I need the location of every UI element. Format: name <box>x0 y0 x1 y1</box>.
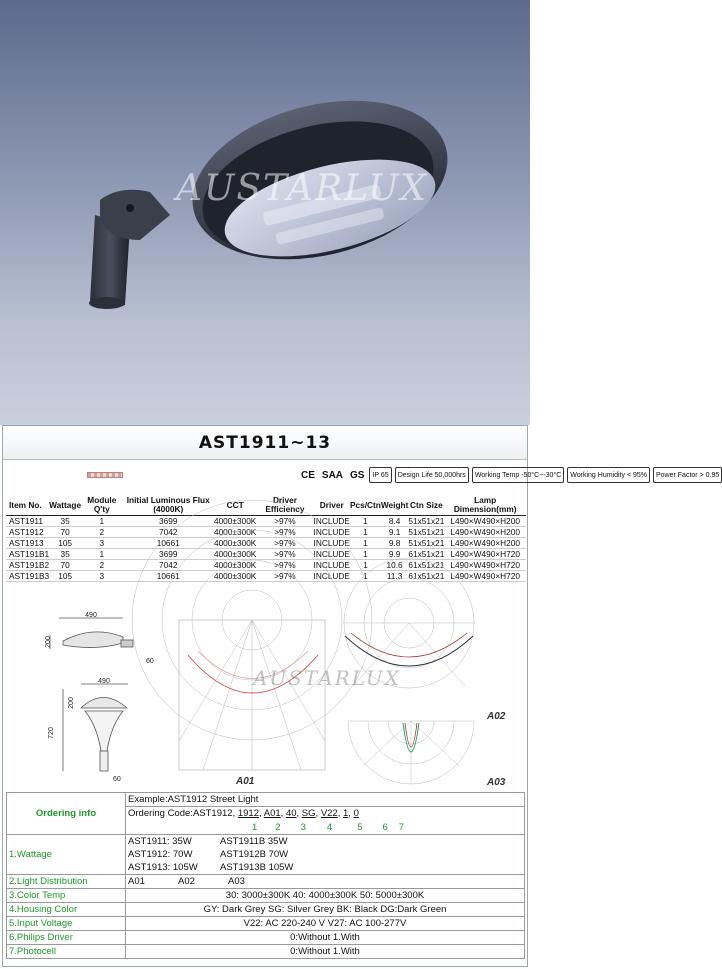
spec-cell: 2 <box>81 527 122 538</box>
photocell-row <box>7 945 525 959</box>
ordering-code-number: 6 <box>382 821 388 833</box>
spec-cell: 105 <box>49 571 81 582</box>
spec-cell: INCLUDE <box>313 571 350 581</box>
ordering-table <box>6 792 525 959</box>
spec-cell: 70 <box>49 527 81 538</box>
spec-cell: AST191B3 <box>6 571 49 582</box>
spec-cell: 10.6 <box>381 560 409 571</box>
spec-cell: 10661 <box>123 571 214 582</box>
humidity-icon: Working Humidity < 95% <box>567 467 650 483</box>
ordering-code-part: 1912 <box>237 808 259 820</box>
spec-cell: AST191B2 <box>6 560 49 571</box>
polar-diagram-a03 <box>348 721 474 784</box>
drawing-watermark: AUSTARLUX <box>253 666 402 690</box>
product-photo <box>0 0 530 425</box>
spec-cell: 61x51x21 <box>408 571 445 581</box>
ordering-info-label: Ordering info <box>7 793 126 835</box>
spec-cell: 7042 <box>123 527 214 538</box>
label-a02: A02 <box>487 711 506 722</box>
spec-cell: 8.4 <box>381 516 409 527</box>
spec-cell: 3699 <box>123 549 214 560</box>
ordering-code-part: V22 <box>320 808 338 820</box>
product-title: AST1911~13 <box>3 426 527 460</box>
spec-cell: INCLUDE <box>313 560 350 570</box>
spec-cell: 9.1 <box>381 527 409 538</box>
spec-cell: >97% <box>256 527 313 538</box>
spec-header-cell: CCT <box>214 495 256 516</box>
dim-top-width: 490 <box>85 612 97 619</box>
housing-color-label: 4.Housing Color <box>7 903 126 917</box>
certification-row <box>3 464 720 486</box>
spec-row <box>6 571 526 582</box>
spec-header-cell: Initial Luminous Flux (4000K) <box>123 495 214 516</box>
philips-driver-value: 0:Without 1.With <box>126 931 525 945</box>
spec-row <box>6 527 526 538</box>
spec-cell: L490×W490×H720 <box>444 560 526 571</box>
light-distribution-values <box>126 875 525 889</box>
spec-cell: 61x51x21 <box>408 549 445 559</box>
spec-cell: AST1911 <box>6 516 49 527</box>
spec-cell: 4000±300K <box>213 516 257 526</box>
housing-color-value: GY: Dark Grey SG: Silver Grey BK: Black DG:Dark Green <box>126 903 525 917</box>
wattage-row <box>7 835 525 875</box>
spec-cell: L490×W490×H720 <box>444 571 526 582</box>
spec-cell: L490×W490×H200 <box>444 527 526 538</box>
spec-cell: >97% <box>256 560 313 571</box>
wattage-item: AST1911: 35W <box>128 836 192 847</box>
ordering-code-part: 0 <box>353 808 359 820</box>
spec-cell: 7042 <box>123 560 214 571</box>
spec-cell: >97% <box>256 516 313 527</box>
spec-cell: 1 <box>350 571 381 582</box>
dim-bottom-pole: 60 <box>113 776 121 783</box>
spec-cell: AST1913 <box>6 538 49 549</box>
ip65-icon: IP 65 <box>369 467 391 483</box>
spec-cell: 4000±300K <box>213 571 257 581</box>
spec-cell: 105 <box>49 538 81 549</box>
spec-header-cell: Weight <box>381 495 409 516</box>
ordering-code-part: 1 <box>343 808 349 820</box>
spec-cell: 70 <box>49 560 81 571</box>
ordering-code-number: 4 <box>326 821 333 833</box>
spec-cell: L490×W490×H720 <box>444 549 526 560</box>
spec-header-cell: Driver Efficiency <box>256 495 313 516</box>
street-light-illustration <box>0 0 530 425</box>
light-distribution-row <box>7 875 525 889</box>
light-distribution-item: A03 <box>228 876 245 887</box>
wattage-item: AST1913: 105W <box>128 862 198 873</box>
philips-driver-label: 6.Philips Driver <box>7 931 126 945</box>
spec-cell: 3 <box>81 571 122 582</box>
spec-header-cell: Pcs/Ctn <box>350 495 381 516</box>
spec-header-cell: Ctn Size <box>408 495 444 516</box>
spec-cell: L490×W490×H200 <box>444 516 526 527</box>
wattage-item: AST1913B 105W <box>220 862 294 873</box>
spec-cell: AST191B1 <box>6 549 49 560</box>
input-voltage-label: 5.Input Voltage <box>7 917 126 931</box>
saa-mark-icon: SAA <box>321 469 344 481</box>
spec-header-cell: Module Q'ty <box>81 495 122 516</box>
dim-top-height: 200 <box>45 636 52 648</box>
spec-table <box>6 495 526 582</box>
spec-cell: 4000±300K <box>213 527 257 537</box>
spec-header-cell: Lamp Dimension(mm) <box>444 495 526 516</box>
spec-cell: 61x51x21 <box>408 560 445 570</box>
spec-header-cell: Wattage <box>49 495 81 516</box>
technical-drawings <box>3 611 527 789</box>
wattage-label: 1.Wattage <box>7 835 126 875</box>
wattage-item: AST1912: 70W <box>128 849 193 860</box>
spec-row <box>6 560 526 571</box>
front-view-drawing <box>63 684 128 771</box>
label-a03: A03 <box>487 777 506 788</box>
spec-cell: INCLUDE <box>313 516 350 526</box>
side-view-drawing <box>50 618 133 649</box>
ordering-code-part: SG <box>301 808 316 820</box>
ordering-code-number: 7 <box>398 821 405 833</box>
housing-color-row <box>7 903 525 917</box>
spec-cell: 35 <box>49 549 81 560</box>
spec-header-cell: Item No. <box>6 495 49 516</box>
spec-cell: 10661 <box>123 538 214 549</box>
input-voltage-value: V22: AC 220-240 V V27: AC 100-277V <box>126 917 525 931</box>
data-sheet <box>2 425 720 967</box>
spec-cell: AST1912 <box>6 527 49 538</box>
dim-bottom-width: 490 <box>98 678 110 685</box>
spec-cell: L490×W490×H200 <box>444 538 526 549</box>
light-distribution-item: A01 <box>128 876 145 887</box>
spec-cell: 4000±300K <box>213 538 257 548</box>
spec-cell: >97% <box>256 549 313 560</box>
spec-cell: INCLUDE <box>313 538 350 548</box>
light-distribution-item: A02 <box>178 876 195 887</box>
ordering-example: Example:AST1912 Street Light <box>126 793 525 807</box>
gs-mark-icon: GS <box>350 469 365 481</box>
photo-watermark: AUSTARLUX <box>176 168 429 209</box>
ordering-code-parts: 1912, A01, 40, SG, V22, 1, 0 <box>237 808 359 820</box>
spec-row <box>6 516 526 527</box>
color-temp-label: 3.Color Temp <box>7 889 126 903</box>
design-life-icon: Design Life 50,000hrs <box>395 467 469 483</box>
spec-cell: 51x51x21 <box>408 538 445 548</box>
wattage-item: AST1912B 70W <box>220 849 289 860</box>
spec-cell: 51x51x21 <box>408 527 445 537</box>
spec-cell: 35 <box>49 516 81 527</box>
spec-cell: 1 <box>81 516 122 527</box>
ordering-code-numbers <box>126 821 525 835</box>
working-temp-icon: Working Temp -50°C~-30°C <box>472 467 564 483</box>
color-swatch <box>87 472 123 478</box>
spec-cell: 11.3 <box>381 571 409 582</box>
ordering-code-part: A01 <box>263 808 281 820</box>
drawings-svg <box>3 611 527 789</box>
spec-cell: INCLUDE <box>313 527 350 537</box>
spec-cell: 4000±300K <box>213 560 257 570</box>
spec-cell: 4000±300K <box>213 549 257 559</box>
color-temp-value: 30: 3000±300K 40: 4000±300K 50: 5000±300K <box>126 889 525 903</box>
spec-cell: 1 <box>350 560 381 571</box>
spec-cell: 3 <box>81 538 122 549</box>
dim-bottom-total: 720 <box>48 727 55 739</box>
ordering-code-number: 3 <box>300 821 306 833</box>
spec-cell: 1 <box>350 538 381 549</box>
dim-bottom-height: 200 <box>68 697 75 709</box>
photocell-value: 0:Without 1.With <box>126 945 525 959</box>
ordering-code-number: 5 <box>357 821 363 833</box>
spec-cell: 1 <box>350 527 381 538</box>
spec-cell: 9.9 <box>381 549 409 560</box>
spec-header-cell: Driver <box>314 495 350 516</box>
power-factor-icon: Power Factor > 0.95 <box>653 467 722 483</box>
label-a01: A01 <box>236 776 255 787</box>
ordering-code-number: 2 <box>275 821 281 833</box>
color-temp-row <box>7 889 525 903</box>
spec-cell: 2 <box>81 560 122 571</box>
spec-cell: >97% <box>256 571 313 582</box>
spec-cell: 1 <box>81 549 122 560</box>
certification-icons <box>299 467 722 483</box>
spec-cell: 3699 <box>123 516 214 527</box>
input-voltage-row <box>7 917 525 931</box>
philips-driver-row <box>7 931 525 945</box>
photocell-label: 7.Photocell <box>7 945 126 959</box>
spec-table-body <box>6 516 526 582</box>
spec-cell: 1 <box>350 549 381 560</box>
spec-cell: 9.8 <box>381 538 409 549</box>
ordering-info-row <box>7 793 525 807</box>
ordering-code <box>126 807 525 821</box>
spec-row <box>6 549 526 560</box>
light-distribution-label: 2.Light Distribution <box>7 875 126 889</box>
ordering-code-prefix: Ordering Code:AST1912, <box>128 808 236 820</box>
dim-top-pole: 60 <box>146 658 154 665</box>
wattage-item: AST1911B 35W <box>220 836 288 847</box>
ordering-code-number: 1 <box>252 821 258 833</box>
spec-cell: INCLUDE <box>313 549 350 559</box>
spec-cell: 1 <box>350 516 381 527</box>
spec-cell: >97% <box>256 538 313 549</box>
ce-mark-icon: CE <box>301 469 315 481</box>
spec-row <box>6 538 526 549</box>
spec-table-header <box>6 495 526 516</box>
spec-cell: 51x51x21 <box>408 516 445 526</box>
ordering-code-part: 40 <box>285 808 297 820</box>
wattage-values <box>126 835 525 875</box>
